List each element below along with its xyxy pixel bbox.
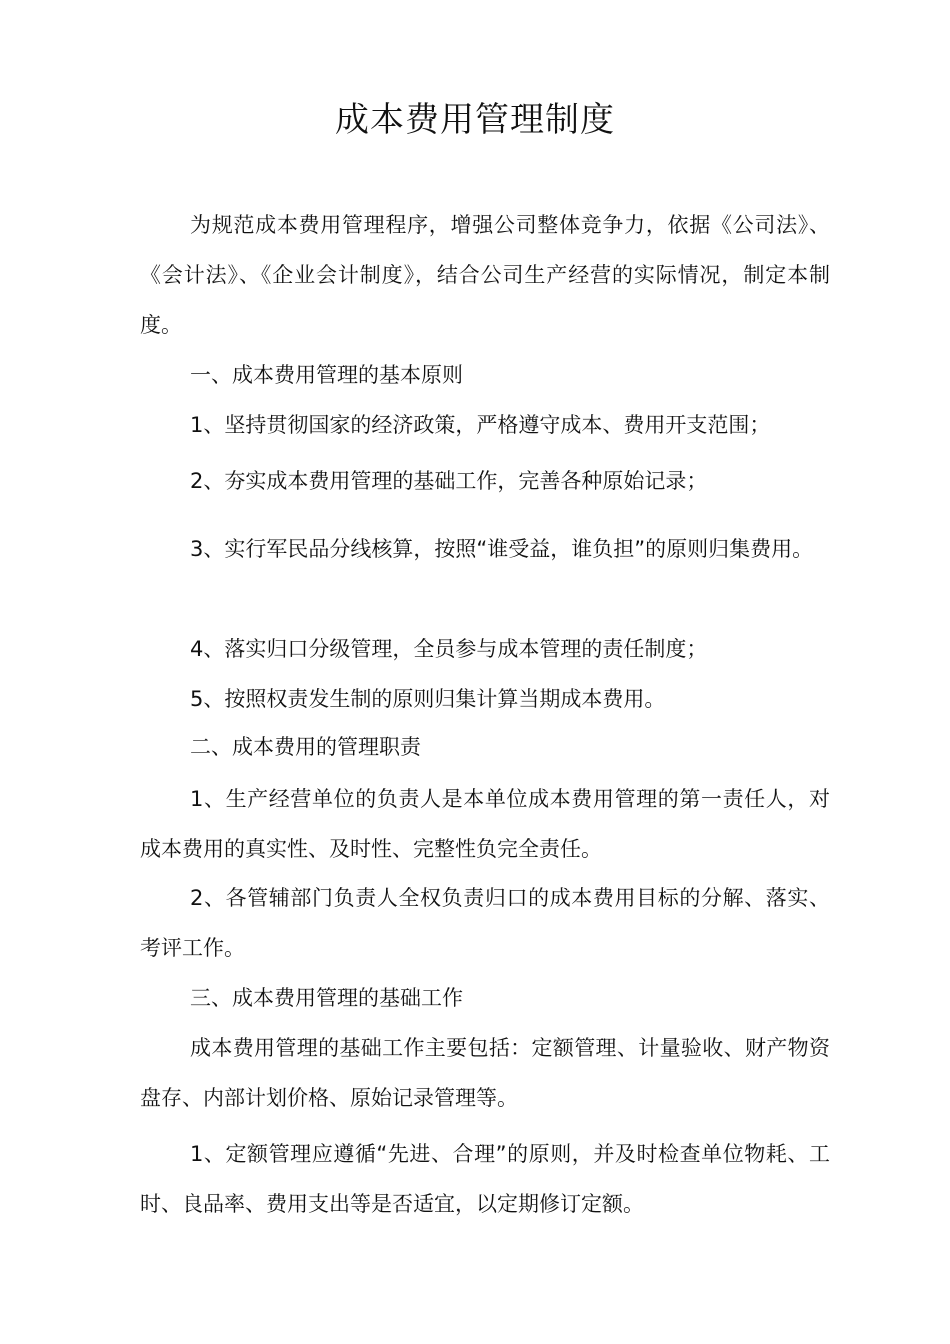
basic-work-item-1: 1、定额管理应遵循“先进、合理”的原则，并及时检查单位物耗、工时、良品率、费用支出等是否适宜，以定期修订定额。 bbox=[140, 1142, 830, 1216]
principle-item-3: 3、实行军民品分线核算，按照“谁受益，谁负担”的原则归集费用。 bbox=[190, 537, 814, 561]
principle-item-1: 1、坚持贯彻国家的经济政策，严格遵守成本、费用开支范围； bbox=[190, 413, 771, 437]
duty-item-1: 1、生产经营单位的负责人是本单位成本费用管理的第一责任人，对成本费用的真实性、及时性、完整性负完全责任。 bbox=[140, 787, 830, 861]
duty-item-2: 2、各管辅部门负责人全权负责归口的成本费用目标的分解、落实、考评工作。 bbox=[140, 886, 830, 960]
section-heading-2: 二、成本费用的管理职责 bbox=[190, 735, 421, 759]
basic-work-paragraph: 成本费用管理的基础工作主要包括：定额管理、计量验收、财产物资盘存、内部计划价格、原始记录管理等。 bbox=[140, 1036, 830, 1110]
principle-item-2: 2、夯实成本费用管理的基础工作，完善各种原始记录； bbox=[190, 469, 708, 493]
intro-paragraph: 为规范成本费用管理程序，增强公司整体竞争力，依据《公司法》、《会计法》、《企业会计制度》，结合公司生产经营的实际情况，制定本制度。 bbox=[140, 213, 830, 337]
document-title: 成本费用管理制度 bbox=[335, 100, 615, 140]
section-heading-3: 三、成本费用管理的基础工作 bbox=[190, 986, 463, 1010]
section-heading-1: 一、成本费用管理的基本原则 bbox=[190, 363, 463, 387]
principle-item-4: 4、落实归口分级管理，全员参与成本管理的责任制度； bbox=[190, 637, 708, 661]
principle-item-5: 5、按照权责发生制的原则归集计算当期成本费用。 bbox=[190, 687, 666, 711]
